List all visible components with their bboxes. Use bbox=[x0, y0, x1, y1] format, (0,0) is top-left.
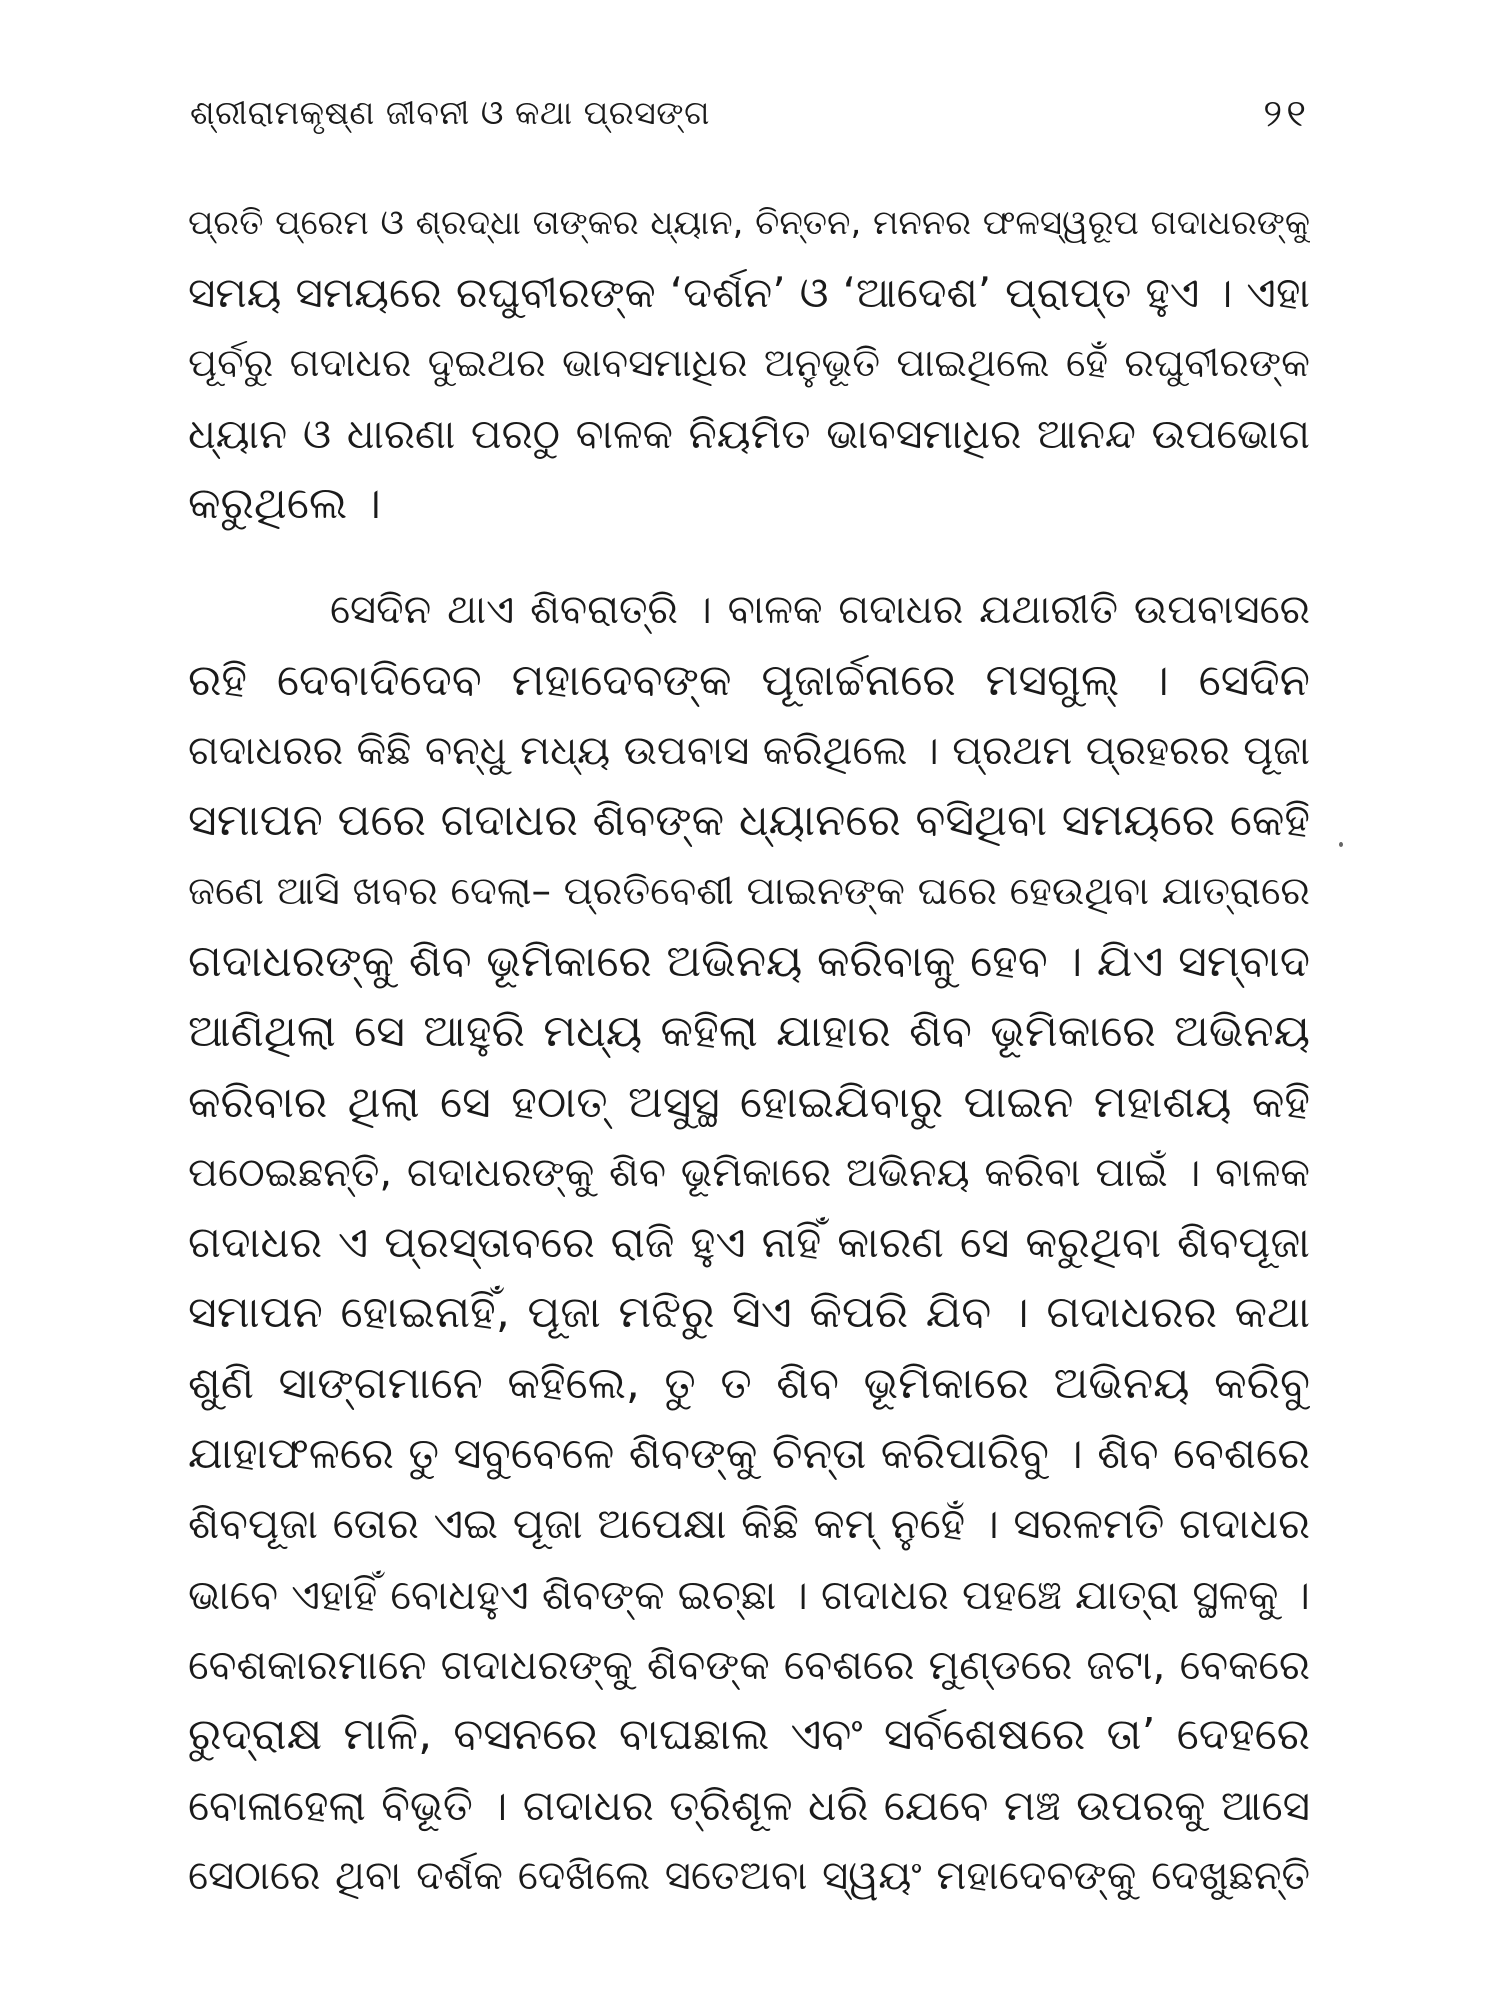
text-line: ସମାପନ ହୋଇନାହିଁ, ପୂଜା ମଝିରୁ ସିଏ କିପରି ଯିବ । ଗଦାଧରର କଥା bbox=[188, 1287, 1310, 1339]
page-number: ୨୧ bbox=[1263, 90, 1310, 135]
text-line: ସେଠାରେ ଥିବା ଦର୍ଶକ ଦେଖିଲେ ସତେଅବା ସ୍ୱୟଂ ମହାଦେବଙ୍କୁ ଦେଖୁଛନ୍ତି bbox=[188, 1852, 1310, 1899]
text-line: ସମାପନ ପରେ ଗଦାଧର ଶିବଙ୍କ ଧ୍ୟାନରେ ବସିଥିବା ସମୟରେ କେହି bbox=[188, 795, 1310, 847]
text-line: ପୂର୍ବରୁ ଗଦାଧର ଦୁଇଥର ଭାବସମାଧିର ଅନୁଭୂତି ପାଇଥିଲେ ହେଁ ରଘୁବୀରଙ୍କ bbox=[188, 340, 1310, 386]
book-title: ଶ୍ରୀରାମକୃଷ୍ଣ ଜୀବନୀ ଓ କଥା ପ୍ରସଙ୍ଗ bbox=[190, 93, 710, 132]
paragraph-gap bbox=[188, 539, 1310, 575]
text-line: ଯାହାଫଳରେ ତୁ ସବୁବେଳେ ଶିବଙ୍କୁ ଚିନ୍ତା କରିପାରିବୁ । ଶିବ ବେଶରେ bbox=[188, 1429, 1310, 1480]
text-line: ଶୁଣି ସାଙ୍ଗମାନେ କହିଲେ, ତୁ ତ ଶିବ ଭୂମିକାରେ ଅଭିନୟ କରିବୁ bbox=[188, 1357, 1310, 1409]
text-line: କରିବାର ଥିଲା ସେ ହଠାତ୍ ଅସୁସ୍ଥ ହୋଇଯିବାରୁ ପାଇନ ମହାଶୟ କହି bbox=[188, 1076, 1310, 1128]
text-line: ଭାବେ ଏହାହିଁ ବୋଧହୁଏ ଶିବଙ୍କ ଇଚ୍ଛା । ଗଦାଧର ପହଞ୍ଚେ ଯାତ୍ରା ସ୍ଥଳକୁ । bbox=[188, 1570, 1310, 1619]
text-line: ପଠେଇଛନ୍ତି, ଗଦାଧରଙ୍କୁ ଶିବ ଭୂମିକାରେ ଅଭିନୟ କରିବା ପାଇଁ । ବାଳକ bbox=[188, 1149, 1310, 1196]
text-line: ଗଦାଧରଙ୍କୁ ଶିବ ଭୂମିକାରେ ଅଭିନୟ କରିବାକୁ ହେବ । ଯିଏ ସମ୍ବାଦ bbox=[188, 935, 1310, 987]
paragraph-1 bbox=[188, 188, 1310, 539]
text-line: ଆଣିଥିଲା ସେ ଆହୁରି ମଧ୍ୟ କହିଲା ଯାହାର ଶିବ ଭୂମିକାରେ ଅଭିନୟ bbox=[188, 1006, 1310, 1058]
text-line: ଶିବପୂଜା ତୋର ଏଇ ପୂଜା ଅପେକ୍ଷା କିଛି କମ୍ ନୁହେଁ । ସରଳମତି ଗଦାଧର bbox=[188, 1499, 1310, 1549]
text-line: ସେଦିନ ଥାଏ ଶିବରାତ୍ରି । ବାଳକ ଗଦାଧର ଯଥାରୀତି ଉପବାସରେ bbox=[330, 587, 1310, 634]
text-line: ଧ୍ୟାନ ଓ ଧାରଣା ପରଠୁ ବାଳକ ନିୟମିତ ଭାବସମାଧିର ଆନନ୍ଦ ଉପଭୋଗ bbox=[188, 409, 1310, 458]
text-line: ସମୟ ସମୟରେ ରଘୁବୀରଙ୍କ ‘ଦର୍ଶନ’ ଓ ‘ଆଦେଶ’ ପ୍ରାପ୍ତ ହୁଏ । ଏହା bbox=[188, 268, 1310, 318]
text-line: ଗଦାଧର ଏ ପ୍ରସ୍ତାବରେ ରାଜି ହୁଏ ନାହିଁ କାରଣ ସେ କରୁଥିବା ଶିବପୂଜା bbox=[188, 1218, 1310, 1269]
text-line: ବୋଳାହେଲା ବିଭୂତି । ଗଦାଧର ତ୍ରିଶୂଳ ଧରି ଯେବେ ମଞ୍ଚ ଉପରକୁ ଆସେ bbox=[188, 1780, 1310, 1830]
text-line: ରହି ଦେବାଦିଦେବ ମହାଦେବଙ୍କ ପୂଜାର୍ଚ୍ଚନାରେ ମସଗୁଲ୍ । ସେଦିନ bbox=[188, 654, 1310, 706]
running-header bbox=[190, 88, 1310, 138]
body-text bbox=[188, 188, 1310, 1911]
text-line: କରୁଥିଲେ । bbox=[188, 478, 381, 530]
text-line: ରୁଦ୍ରାକ୍ଷ ମାଳି, ବସନରେ ବାଘଛାଲ ଏବଂ ସର୍ବଶେଷରେ ତା’ ଦେହରେ bbox=[188, 1709, 1310, 1761]
text-line: ଜଣେ ଆସି ଖବର ଦେଲା– ପ୍ରତିବେଶୀ ପାଇନଙ୍କ ଘରେ ହେଉଥିବା ଯାତ୍ରାରେ bbox=[188, 868, 1310, 914]
paragraph-2 bbox=[188, 575, 1310, 1911]
text-line: ବେଶକାରମାନେ ଗଦାଧରଙ୍କୁ ଶିବଙ୍କ ବେଶରେ ମୁଣ୍ଡରେ ଜଟା, ବେକରେ bbox=[188, 1640, 1310, 1689]
paper-speck bbox=[1339, 842, 1343, 847]
text-line: ପ୍ରତି ପ୍ରେମ ଓ ଶ୍ରଦ୍ଧା ତାଙ୍କର ଧ୍ୟାନ, ଚିନ୍ତନ, ମନନର ଫଳସ୍ୱରୂପ ଗଦାଧରଙ୍କୁ bbox=[188, 203, 1310, 243]
text-line: ଗଦାଧରର କିଛି ବନ୍ଧୁ ମଧ୍ୟ ଉପବାସ କରିଥିଲେ । ପ୍ରଥମ ପ୍ରହରର ପୂଜା bbox=[188, 728, 1310, 775]
